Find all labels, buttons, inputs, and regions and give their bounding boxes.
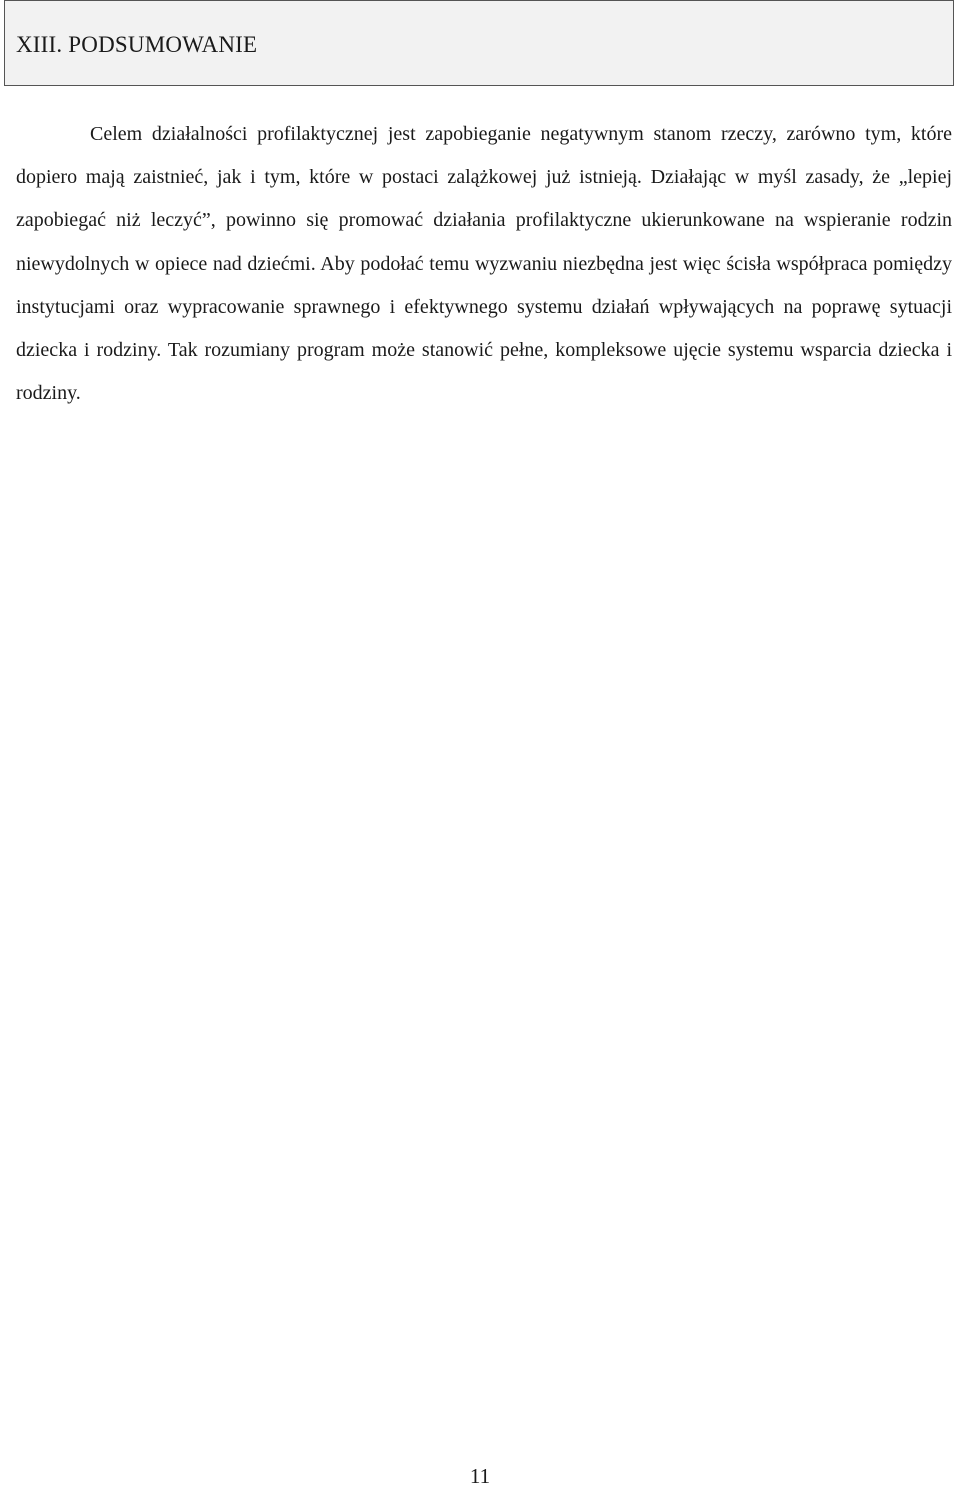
page-number: 11 bbox=[469, 1464, 491, 1488]
summary-paragraph: Celem działalności profilaktycznej jest zapobieganie negatywnym stanom rzeczy, zarówno tym, które dopiero mają zaistnieć, jak i tym, które w postaci zalążkowej już istnieją. Działając w myśl zasady, że „lepiej zapobiegać niż leczyć”, powinno się promować działania profilaktyczne ukierunkowane na wspieranie rodzin niewydolnych w opiece nad dziećmi. Aby podołać temu wyzwaniu niezbędna jest więc ścisła współpraca pomiędzy instytucjami oraz wypracowanie sprawnego i efektywnego systemu działań wpływających na poprawę sytuacji dziecka i rodziny. Tak rozumiany program może stanowić pełne, kompleksowe ujęcie systemu wsparcia dziecka i rodziny. bbox=[16, 123, 952, 405]
section-heading-box bbox=[4, 0, 954, 86]
section-heading: XIII. PODSUMOWANIE bbox=[16, 32, 258, 57]
